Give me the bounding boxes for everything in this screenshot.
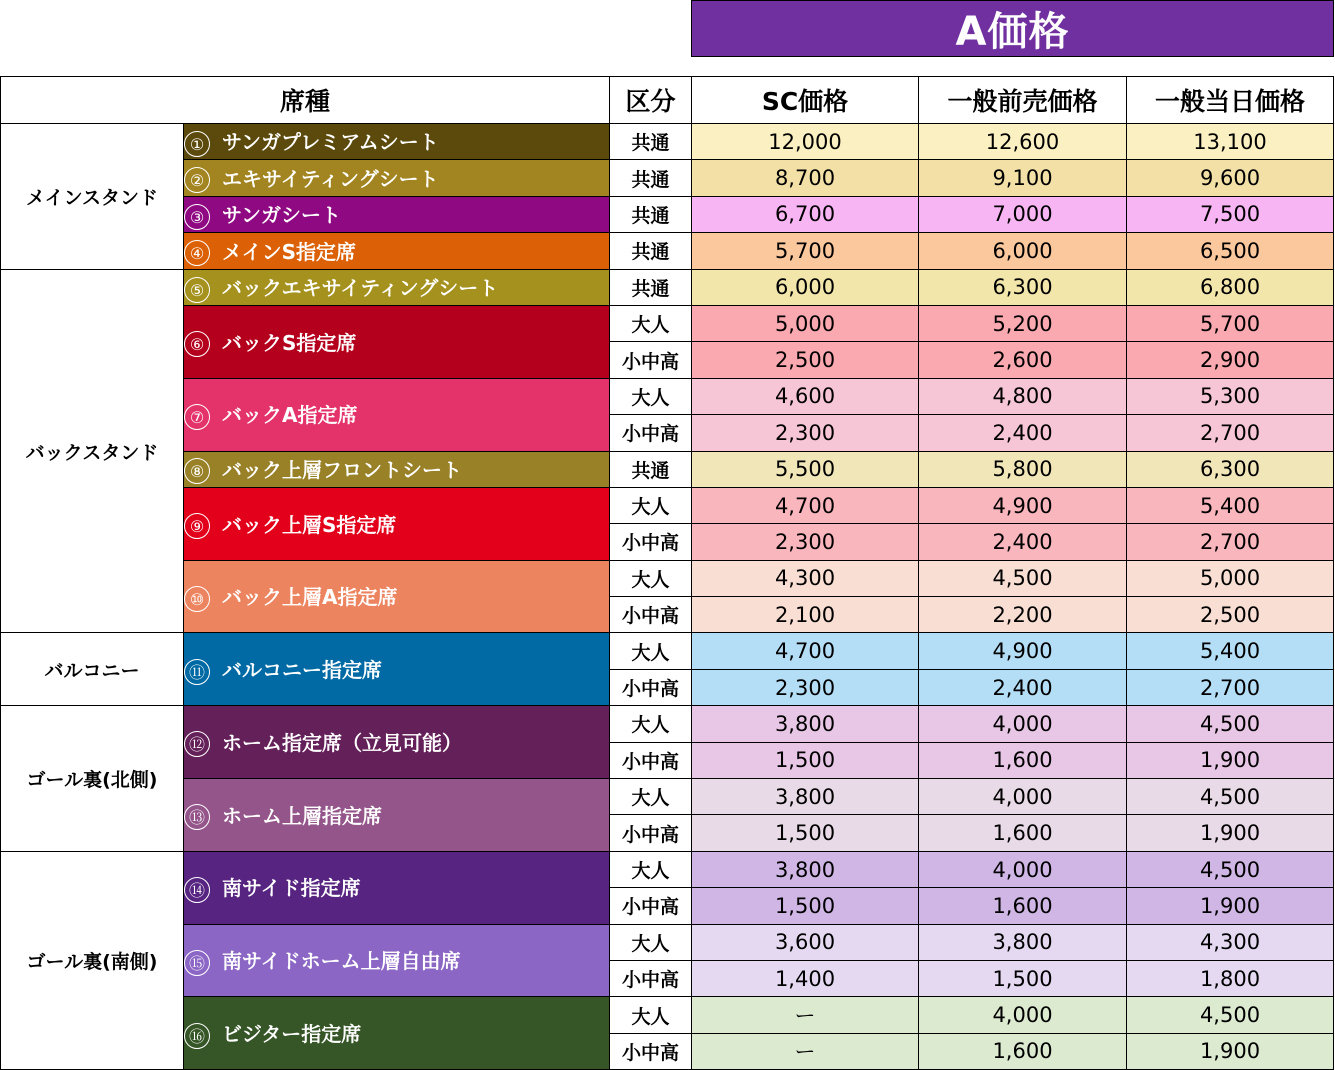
stand-group-label: バルコニー	[1, 633, 184, 706]
seat-type-cell	[184, 196, 610, 232]
sc-price-cell: 2,500	[692, 342, 919, 378]
seat-number-badge: ⑪	[184, 659, 210, 685]
advance-price-cell: 4,000	[919, 706, 1127, 742]
advance-price-cell: 2,600	[919, 342, 1127, 378]
category-cell: 大人	[610, 633, 692, 669]
seat-number-badge: ②	[184, 167, 210, 193]
table-row	[1, 124, 1334, 160]
table-row	[1, 997, 1334, 1033]
table-row	[1, 305, 1334, 341]
stand-group-label: メインスタンド	[1, 124, 184, 270]
category-cell: 共通	[610, 233, 692, 269]
advance-price-cell: 1,600	[919, 742, 1127, 778]
category-cell: 大人	[610, 378, 692, 414]
header-category: 区分	[610, 77, 692, 124]
seat-name: バック上層A指定席	[222, 585, 398, 610]
sc-price-cell: 3,800	[692, 779, 919, 815]
day-price-cell: 1,900	[1127, 1033, 1334, 1069]
category-cell: 大人	[610, 851, 692, 887]
seat-number-badge: ⑦	[184, 404, 210, 430]
category-cell: 大人	[610, 487, 692, 523]
advance-price-cell: 1,500	[919, 960, 1127, 996]
seat-type-cell	[184, 633, 610, 706]
price-table	[0, 76, 1334, 1070]
seat-number-badge: ⑩	[184, 586, 210, 612]
category-cell: 小中高	[610, 888, 692, 924]
sc-price-cell: 4,300	[692, 560, 919, 596]
category-cell: 共通	[610, 124, 692, 160]
seat-number-badge: ③	[184, 204, 210, 230]
advance-price-cell: 7,000	[919, 196, 1127, 232]
advance-price-cell: 6,300	[919, 269, 1127, 305]
table-row	[1, 633, 1334, 669]
category-cell: 共通	[610, 451, 692, 487]
day-price-cell: 5,400	[1127, 633, 1334, 669]
seat-number-badge: ⑤	[184, 277, 210, 303]
day-price-cell: 2,900	[1127, 342, 1334, 378]
category-cell: 小中高	[610, 742, 692, 778]
day-price-cell: 4,300	[1127, 924, 1334, 960]
seat-number-badge: ⑨	[184, 513, 210, 539]
category-cell: 大人	[610, 706, 692, 742]
sc-price-cell: 3,800	[692, 706, 919, 742]
advance-price-cell: 2,400	[919, 415, 1127, 451]
sc-price-cell: 3,800	[692, 851, 919, 887]
seat-type-cell	[184, 779, 610, 852]
advance-price-cell: 1,600	[919, 1033, 1127, 1069]
advance-price-cell: 2,400	[919, 669, 1127, 705]
seat-type-cell	[184, 451, 610, 487]
seat-name: バック上層S指定席	[222, 512, 397, 537]
day-price-cell: 2,700	[1127, 669, 1334, 705]
seat-name: バックエキサイティングシート	[222, 276, 499, 300]
seat-number-badge: ⑥	[184, 331, 210, 357]
seat-type-cell	[184, 269, 610, 305]
day-price-cell: 1,900	[1127, 742, 1334, 778]
sc-price-cell: 4,700	[692, 633, 919, 669]
seat-type-cell	[184, 560, 610, 633]
seat-type-cell	[184, 997, 610, 1070]
sc-price-cell: 2,300	[692, 669, 919, 705]
table-row	[1, 706, 1334, 742]
price-tier-banner: A価格	[691, 0, 1334, 57]
seat-number-badge: ⑫	[184, 731, 210, 757]
sc-price-cell: 6,000	[692, 269, 919, 305]
seat-name: バックS指定席	[222, 330, 357, 355]
category-cell: 小中高	[610, 1033, 692, 1069]
table-row	[1, 196, 1334, 232]
day-price-cell: 9,600	[1127, 160, 1334, 196]
sc-price-cell: 1,500	[692, 888, 919, 924]
advance-price-cell: 4,500	[919, 560, 1127, 596]
category-cell: 小中高	[610, 342, 692, 378]
seat-number-badge: ⑧	[184, 458, 210, 484]
sc-price-cell: 1,500	[692, 742, 919, 778]
table-row	[1, 378, 1334, 414]
price-body	[1, 124, 1334, 1070]
sc-price-cell: 12,000	[692, 124, 919, 160]
table-row	[1, 487, 1334, 523]
category-cell: 大人	[610, 305, 692, 341]
seat-type-cell	[184, 233, 610, 269]
category-cell: 共通	[610, 160, 692, 196]
seat-name: ビジター指定席	[222, 1022, 362, 1047]
category-cell: 小中高	[610, 960, 692, 996]
sc-price-cell: 2,300	[692, 524, 919, 560]
category-cell: 小中高	[610, 524, 692, 560]
day-price-cell: 5,000	[1127, 560, 1334, 596]
day-price-cell: 6,300	[1127, 451, 1334, 487]
header-advance-price: 一般前売価格	[919, 77, 1127, 124]
table-row	[1, 779, 1334, 815]
day-price-cell: 5,400	[1127, 487, 1334, 523]
category-cell: 小中高	[610, 815, 692, 851]
seat-type-cell	[184, 706, 610, 779]
seat-number-badge: ④	[184, 240, 210, 266]
header-day-price: 一般当日価格	[1127, 77, 1334, 124]
day-price-cell: 2,700	[1127, 524, 1334, 560]
advance-price-cell: 4,900	[919, 487, 1127, 523]
day-price-cell: 5,300	[1127, 378, 1334, 414]
category-cell: 小中高	[610, 597, 692, 633]
advance-price-cell: 3,800	[919, 924, 1127, 960]
category-cell: 大人	[610, 997, 692, 1033]
seat-type-cell	[184, 924, 610, 997]
sc-price-cell: 1,400	[692, 960, 919, 996]
day-price-cell: 7,500	[1127, 196, 1334, 232]
seat-name: バック上層フロントシート	[222, 457, 462, 482]
day-price-cell: 4,500	[1127, 706, 1334, 742]
advance-price-cell: 4,800	[919, 378, 1127, 414]
sc-price-cell: ー	[692, 1033, 919, 1069]
advance-price-cell: 4,900	[919, 633, 1127, 669]
advance-price-cell: 9,100	[919, 160, 1127, 196]
advance-price-cell: 6,000	[919, 233, 1127, 269]
sc-price-cell: 2,300	[692, 415, 919, 451]
table-row	[1, 451, 1334, 487]
seat-name: 南サイド指定席	[222, 876, 361, 901]
seat-type-cell	[184, 160, 610, 196]
day-price-cell: 1,900	[1127, 888, 1334, 924]
stand-group-label: バックスタンド	[1, 269, 184, 633]
sc-price-cell: 1,500	[692, 815, 919, 851]
header-seat-type: 席種	[1, 77, 610, 124]
day-price-cell: 1,800	[1127, 960, 1334, 996]
advance-price-cell: 2,400	[919, 524, 1127, 560]
day-price-cell: 6,800	[1127, 269, 1334, 305]
sc-price-cell: 5,000	[692, 305, 919, 341]
seat-name: 南サイドホーム上層自由席	[222, 949, 461, 974]
seat-number-badge: ①	[184, 131, 210, 157]
category-cell: 大人	[610, 560, 692, 596]
table-row	[1, 851, 1334, 887]
seat-type-cell	[184, 305, 610, 378]
sc-price-cell: ー	[692, 997, 919, 1033]
seat-number-badge: ⑭	[184, 877, 210, 903]
seat-type-cell	[184, 851, 610, 924]
sc-price-cell: 5,700	[692, 233, 919, 269]
advance-price-cell: 5,200	[919, 305, 1127, 341]
stand-group-label: ゴール裏(南側)	[1, 851, 184, 1069]
seat-name: メインS指定席	[222, 239, 357, 264]
advance-price-cell: 5,800	[919, 451, 1127, 487]
advance-price-cell: 1,600	[919, 815, 1127, 851]
seat-name: ホーム上層指定席	[222, 803, 382, 828]
seat-name: バックA指定席	[222, 403, 358, 428]
sc-price-cell: 6,700	[692, 196, 919, 232]
sc-price-cell: 5,500	[692, 451, 919, 487]
advance-price-cell: 2,200	[919, 597, 1127, 633]
advance-price-cell: 4,000	[919, 997, 1127, 1033]
seat-name: ホーム指定席（立見可能）	[222, 730, 462, 755]
seat-type-cell	[184, 487, 610, 560]
day-price-cell: 4,500	[1127, 851, 1334, 887]
seat-name: エキサイティングシート	[222, 166, 439, 191]
category-cell: 小中高	[610, 669, 692, 705]
day-price-cell: 5,700	[1127, 305, 1334, 341]
category-cell: 大人	[610, 779, 692, 815]
table-row	[1, 560, 1334, 596]
day-price-cell: 4,500	[1127, 779, 1334, 815]
seat-type-cell	[184, 124, 610, 160]
table-row	[1, 924, 1334, 960]
advance-price-cell: 1,600	[919, 888, 1127, 924]
day-price-cell: 2,700	[1127, 415, 1334, 451]
seat-name: サンガシート	[222, 203, 341, 228]
table-row	[1, 233, 1334, 269]
seat-type-cell	[184, 378, 610, 451]
category-cell: 小中高	[610, 415, 692, 451]
sc-price-cell: 4,600	[692, 378, 919, 414]
day-price-cell: 2,500	[1127, 597, 1334, 633]
day-price-cell: 4,500	[1127, 997, 1334, 1033]
category-cell: 共通	[610, 269, 692, 305]
seat-number-badge: ⑬	[184, 804, 210, 830]
day-price-cell: 13,100	[1127, 124, 1334, 160]
day-price-cell: 6,500	[1127, 233, 1334, 269]
sc-price-cell: 3,600	[692, 924, 919, 960]
header-sc-price: SC価格	[692, 77, 919, 124]
seat-name: サンガプレミアムシート	[222, 130, 439, 155]
seat-name: バルコニー指定席	[222, 658, 382, 683]
advance-price-cell: 12,600	[919, 124, 1127, 160]
sc-price-cell: 4,700	[692, 487, 919, 523]
sc-price-cell: 8,700	[692, 160, 919, 196]
seat-number-badge: ⑯	[184, 1023, 210, 1049]
category-cell: 共通	[610, 196, 692, 232]
header-row	[1, 77, 1334, 124]
category-cell: 大人	[610, 924, 692, 960]
stand-group-label: ゴール裏(北側)	[1, 706, 184, 852]
advance-price-cell: 4,000	[919, 779, 1127, 815]
sc-price-cell: 2,100	[692, 597, 919, 633]
table-row	[1, 160, 1334, 196]
table-row	[1, 269, 1334, 305]
day-price-cell: 1,900	[1127, 815, 1334, 851]
advance-price-cell: 4,000	[919, 851, 1127, 887]
seat-number-badge: ⑮	[184, 950, 210, 976]
